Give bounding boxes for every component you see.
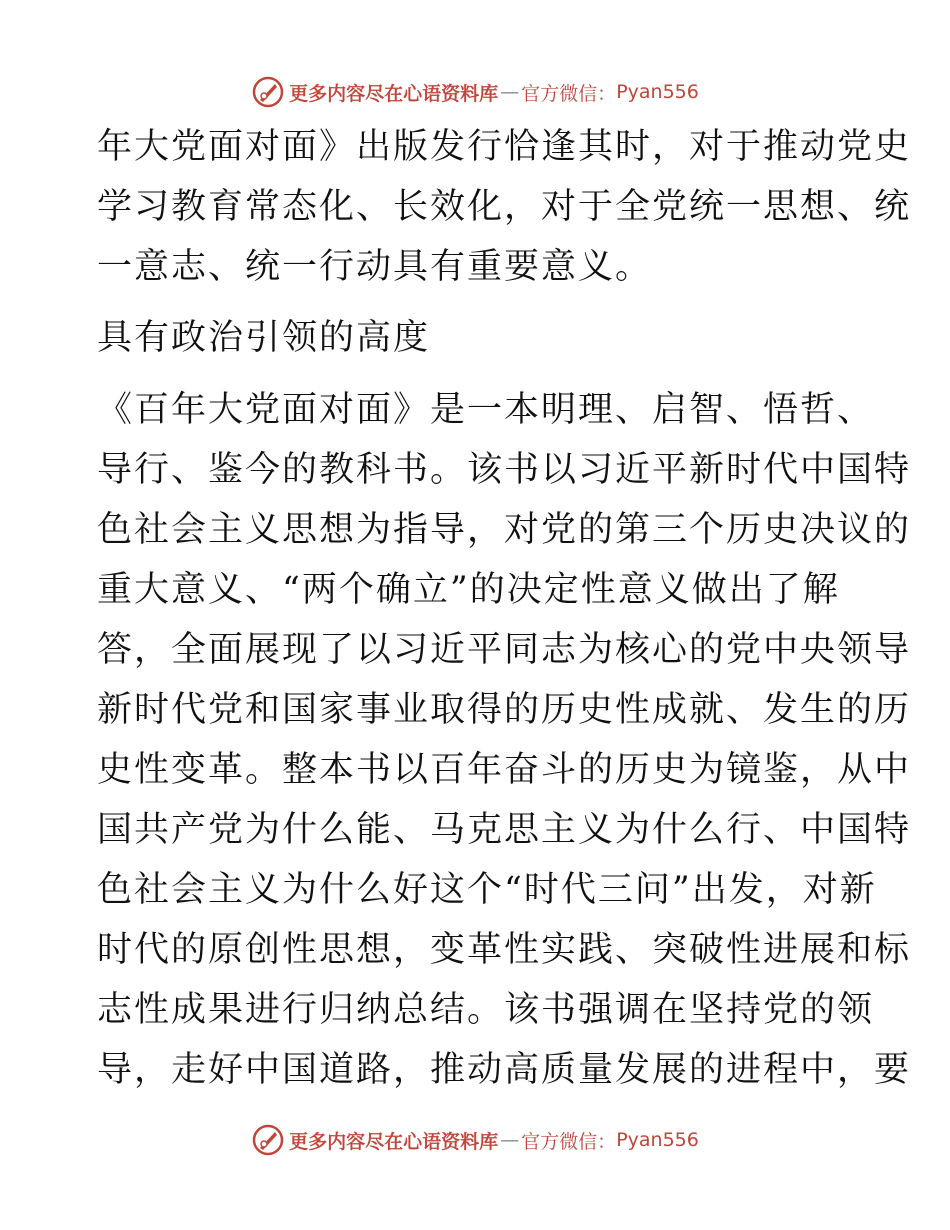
watermark-site-name: 更多内容尽在心语资料库 <box>289 82 499 105</box>
body-line: 《百年大党面对面》是一本明理、启智、悟哲、 <box>97 390 875 430</box>
body-line: 史性变革。整本书以百年奋斗的历史为镜鉴，从中 <box>97 750 912 790</box>
footer-watermark <box>0 1120 950 1160</box>
body-line: 色社会主义为什么好这个“时代三问”出发，对新 <box>97 870 877 910</box>
body-line: 国共产党为什么能、马克思主义为什么行、中国特 <box>97 810 912 850</box>
body-line: 时代的原创性思想，变革性实践、突破性进展和标 <box>97 930 912 970</box>
body-line: 答，全面展现了以习近平同志为核心的党中央领导 <box>97 630 912 670</box>
quill-logo-icon <box>251 1123 285 1157</box>
body-line: 一意志、统一行动具有重要意义。 <box>97 247 653 287</box>
section-heading: 具有政治引领的高度 <box>97 318 431 358</box>
body-line: 色社会主义思想为指导，对党的第三个历史决议的 <box>97 510 912 550</box>
watermark-separator: — <box>500 81 520 103</box>
watermark-separator: — <box>500 1129 520 1151</box>
body-line: 学习教育常态化、长效化，对于全党统一思想、统 <box>97 187 912 227</box>
body-line: 导行、鉴今的教科书。该书以习近平新时代中国特 <box>97 450 912 490</box>
watermark-wechat-label: 官方微信： <box>521 82 617 105</box>
body-line: 重大意义、“两个确立”的决定性意义做出了解 <box>97 570 840 610</box>
watermark-wechat-id: Pyan556 <box>616 1129 699 1151</box>
body-line: 志性成果进行归纳总结。该书强调在坚持党的领 <box>97 990 875 1030</box>
header-watermark <box>0 72 950 112</box>
watermark-wechat-label: 官方微信： <box>521 1130 617 1153</box>
body-line: 新时代党和国家事业取得的历史性成就、发生的历 <box>97 690 912 730</box>
watermark-site-name: 更多内容尽在心语资料库 <box>289 1130 499 1153</box>
watermark-wechat-id: Pyan556 <box>616 81 699 103</box>
body-line: 导，走好中国道路，推动高质量发展的进程中，要 <box>97 1050 912 1090</box>
quill-logo-icon <box>251 75 285 109</box>
body-line: 年大党面对面》出版发行恰逢其时，对于推动党史 <box>97 127 912 167</box>
